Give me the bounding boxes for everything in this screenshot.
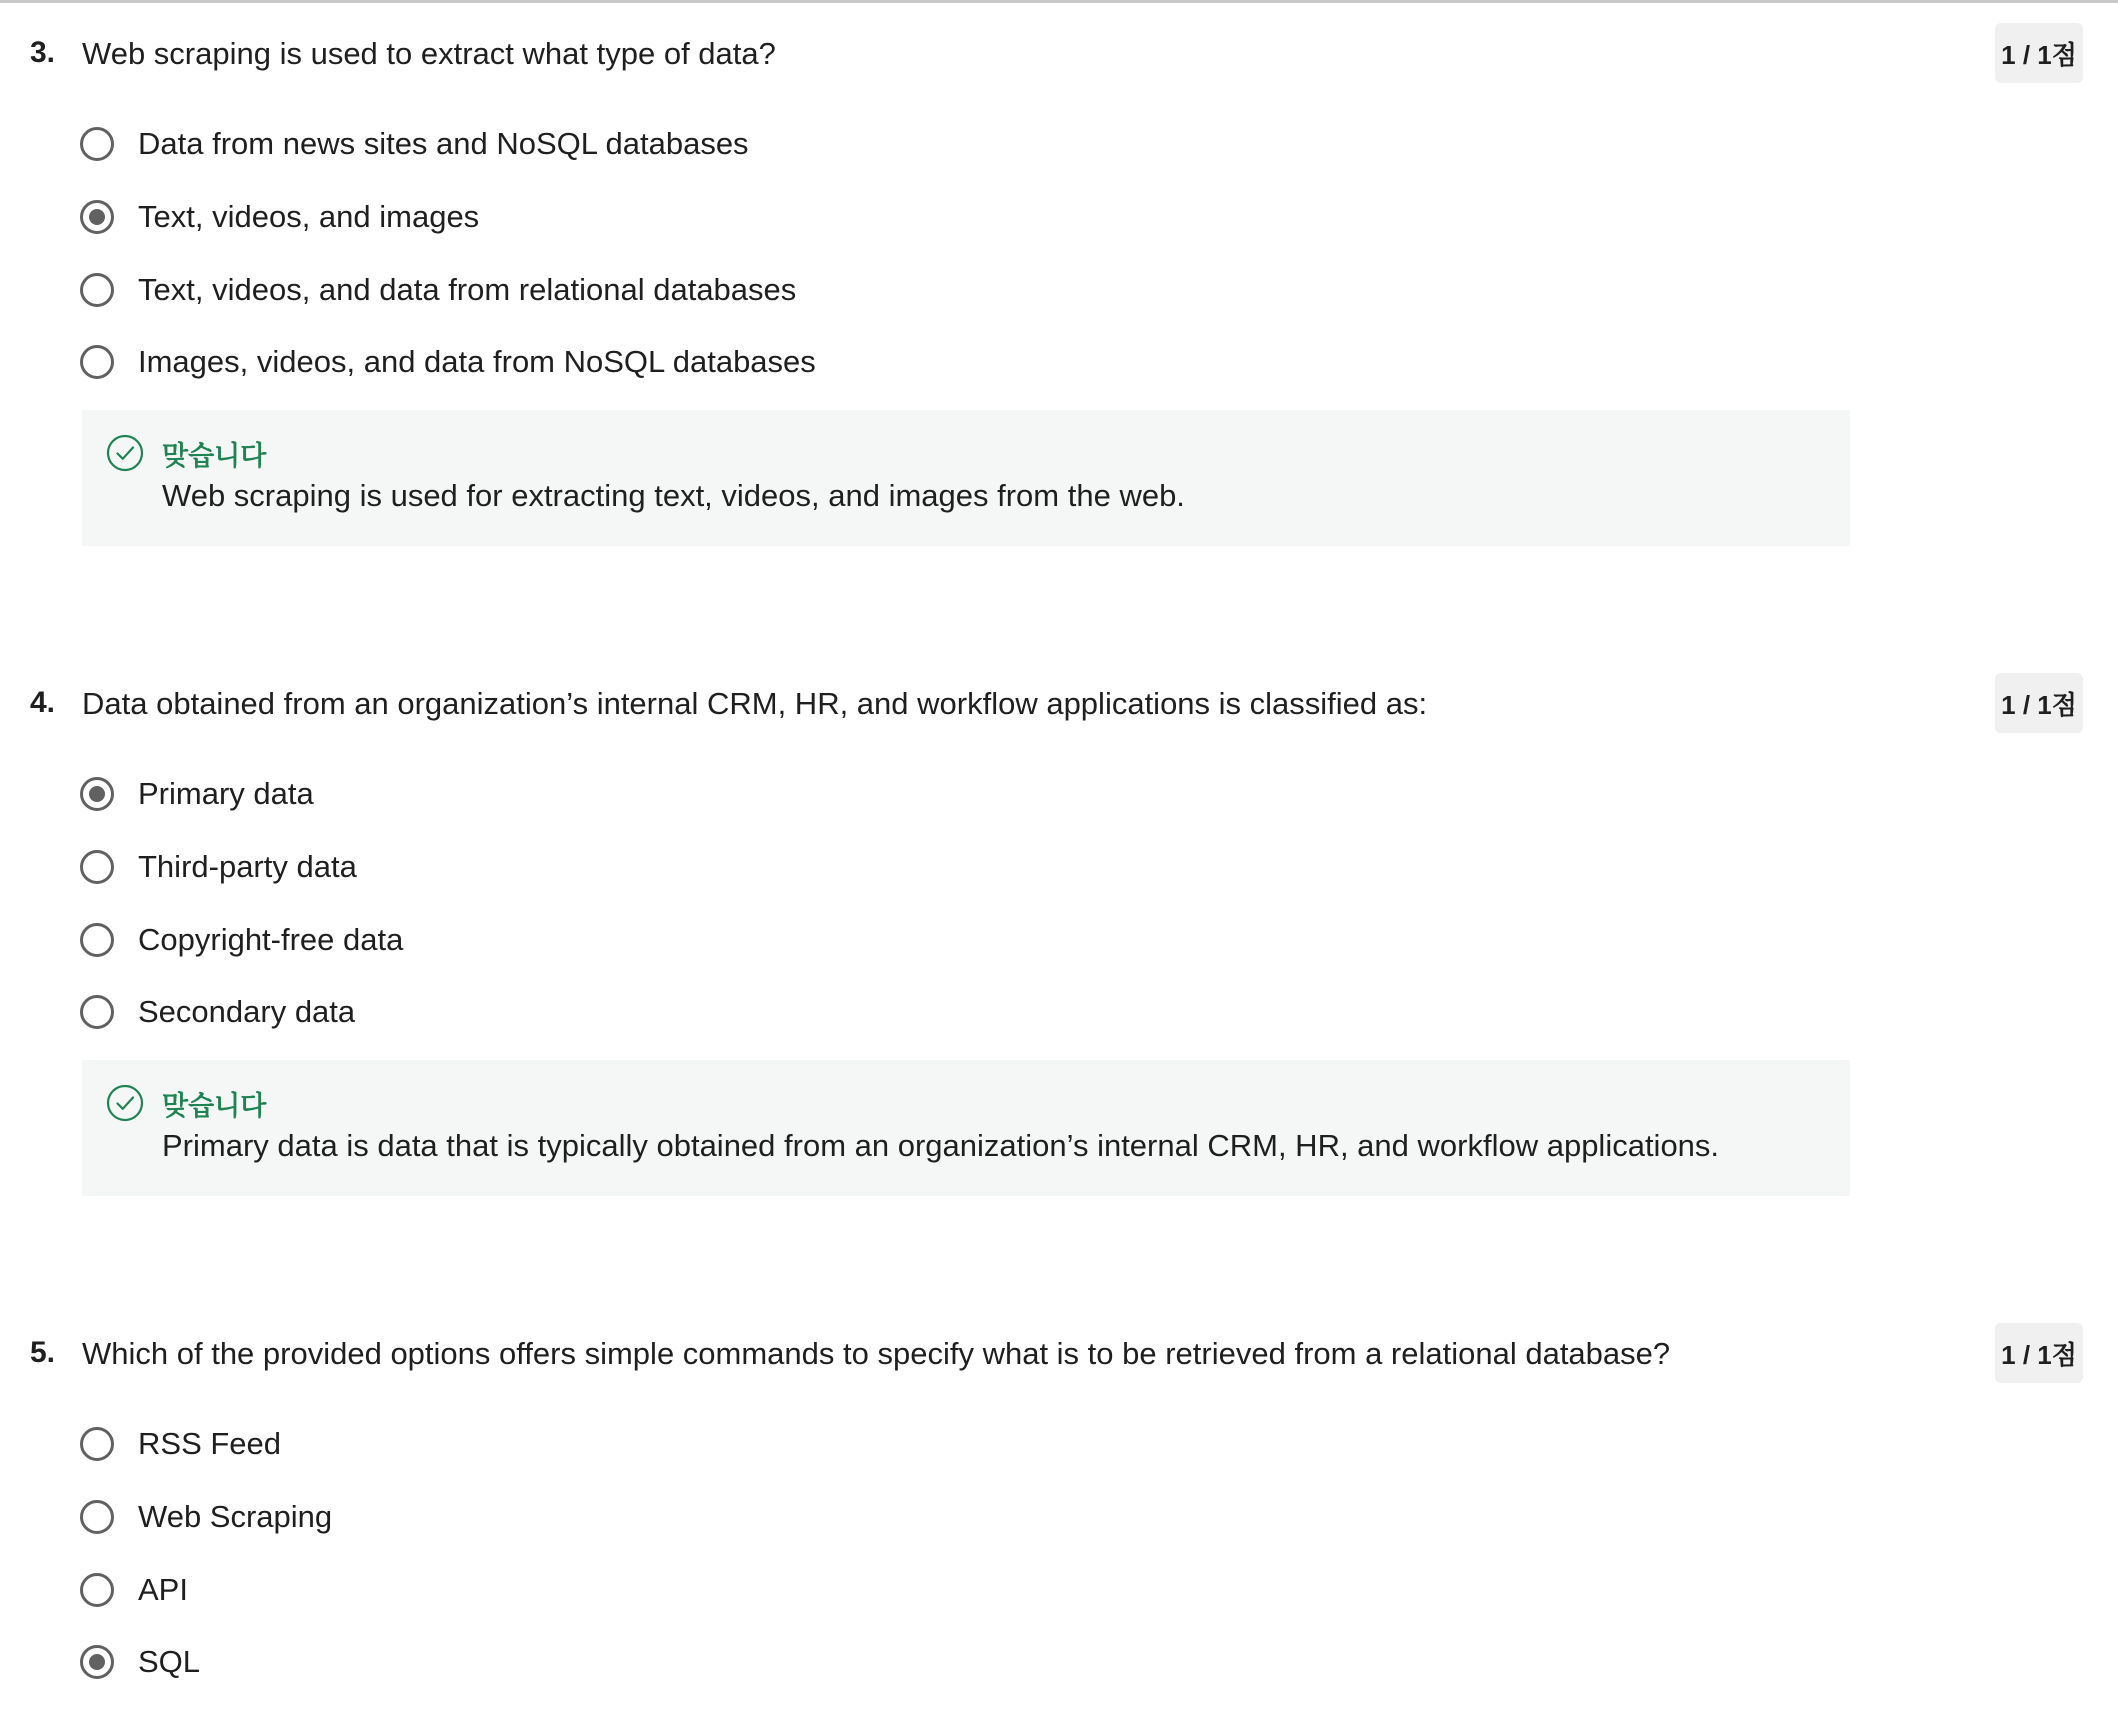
question-5 <box>0 1300 2118 1712</box>
question-4 <box>0 650 2118 1300</box>
radio-button[interactable] <box>80 1427 114 1461</box>
question-text: Which of the provided options offers simple commands to specify what is to be retrieved from a relational database? <box>82 1336 1671 1371</box>
question-number: 3. <box>30 36 56 69</box>
radio-button[interactable] <box>80 1573 114 1607</box>
radio-button[interactable] <box>80 850 114 884</box>
question-3 <box>0 0 2118 650</box>
option-label: Web Scraping <box>138 1499 333 1534</box>
radio-button-selected[interactable] <box>80 1645 114 1679</box>
option-label: SQL <box>138 1644 201 1679</box>
option-label: Primary data <box>138 776 314 811</box>
feedback-panel <box>82 410 1850 546</box>
option-radio[interactable] <box>80 772 314 816</box>
option-label: Secondary data <box>138 994 356 1029</box>
option-radio[interactable] <box>80 1495 332 1539</box>
feedback-title: 맞습니다 <box>162 1091 267 1121</box>
question-number: 4. <box>30 686 56 719</box>
feedback-title: 맞습니다 <box>162 441 267 471</box>
question-number: 5. <box>30 1336 56 1369</box>
option-radio[interactable] <box>80 845 357 889</box>
option-radio[interactable] <box>80 918 403 962</box>
radio-button-selected[interactable] <box>80 777 114 811</box>
question-text: Web scraping is used to extract what type of data? <box>82 36 776 71</box>
check-circle-icon <box>106 434 144 472</box>
option-radio[interactable] <box>80 1422 281 1466</box>
option-label: Copyright-free data <box>138 922 404 957</box>
option-label: Third-party data <box>138 849 357 884</box>
radio-button-selected[interactable] <box>80 200 114 234</box>
option-radio[interactable] <box>80 340 816 384</box>
option-radio[interactable] <box>80 1568 188 1612</box>
question-text: Data obtained from an organization’s internal CRM, HR, and workflow applications is classified as: <box>82 686 1428 721</box>
option-radio[interactable] <box>80 122 749 166</box>
option-label: Text, videos, and data from relational databases <box>138 272 797 307</box>
check-circle-icon <box>106 1084 144 1122</box>
radio-button[interactable] <box>80 1500 114 1534</box>
option-label: Data from news sites and NoSQL databases <box>138 126 749 161</box>
score-badge: 1 / 1점 <box>1995 23 2083 83</box>
radio-button[interactable] <box>80 923 114 957</box>
score-badge: 1 / 1점 <box>1995 1323 2083 1383</box>
radio-button[interactable] <box>80 345 114 379</box>
option-radio[interactable] <box>80 1640 200 1684</box>
radio-button[interactable] <box>80 273 114 307</box>
option-radio[interactable] <box>80 195 479 239</box>
radio-button[interactable] <box>80 995 114 1029</box>
option-label: RSS Feed <box>138 1426 282 1461</box>
option-label: Images, videos, and data from NoSQL databases <box>138 344 816 379</box>
option-radio[interactable] <box>80 268 796 312</box>
option-label: API <box>138 1572 188 1607</box>
radio-button[interactable] <box>80 127 114 161</box>
option-label: Text, videos, and images <box>138 199 480 234</box>
feedback-text: Primary data is data that is typically obtained from an organization’s internal CRM, HR, and workflow applications. <box>162 1128 1720 1163</box>
option-radio[interactable] <box>80 990 355 1034</box>
feedback-text: Web scraping is used for extracting text, videos, and images from the web. <box>162 478 1185 513</box>
score-badge: 1 / 1점 <box>1995 673 2083 733</box>
feedback-panel <box>82 1060 1850 1196</box>
